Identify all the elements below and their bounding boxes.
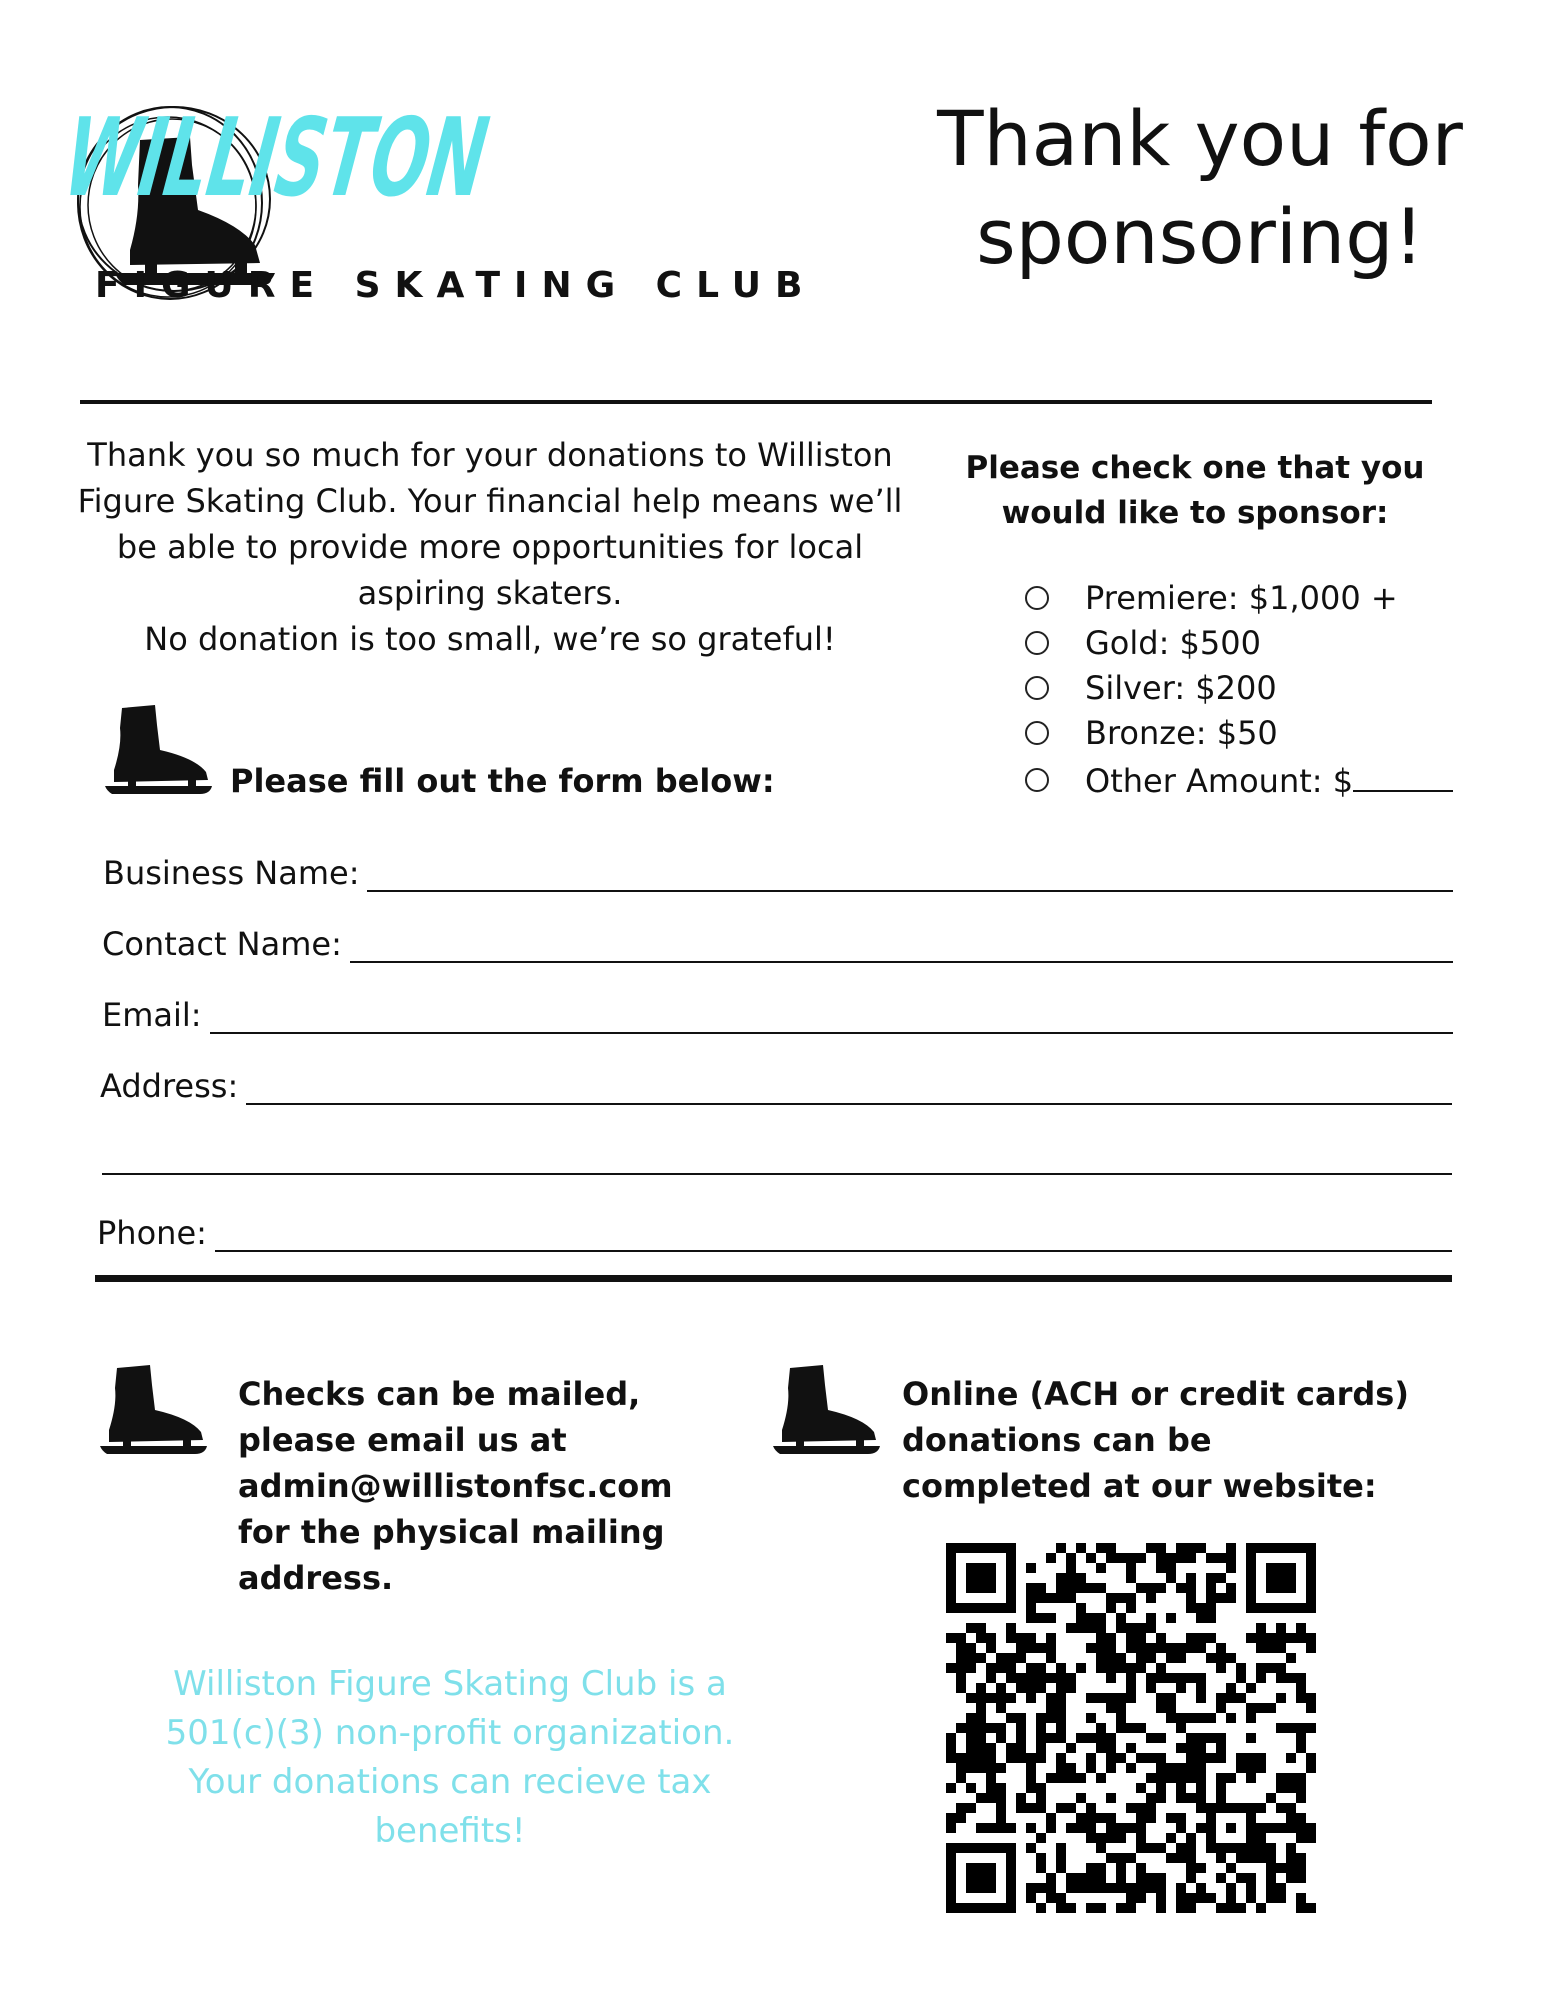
phone-field[interactable]	[97, 1208, 1452, 1252]
logo-script-text	[57, 94, 746, 221]
divider-bottom	[95, 1275, 1452, 1282]
ice-skate-icon	[100, 700, 215, 800]
divider-top	[80, 400, 1432, 404]
phone-input[interactable]	[215, 1220, 1452, 1252]
other-amount-blank[interactable]	[1353, 760, 1453, 792]
nonprofit-line: 501(c)(3) non-profit organization.	[165, 1713, 735, 1753]
field-label: Address:	[100, 1067, 239, 1105]
nonprofit-line: benefits!	[374, 1811, 526, 1851]
field-label: Business Name:	[103, 854, 360, 892]
business-name-field[interactable]	[103, 848, 1453, 892]
option-other-text: Other Amount: $	[1085, 762, 1354, 800]
radio-button[interactable]	[1025, 768, 1049, 792]
option-other[interactable]	[1025, 760, 1453, 800]
email-field[interactable]	[102, 990, 1453, 1034]
nonprofit-line: Your donations can recieve tax	[188, 1762, 712, 1802]
contact-name-field[interactable]	[102, 919, 1453, 963]
club-logo	[57, 94, 817, 325]
radio-button[interactable]	[1025, 721, 1049, 745]
online-line: completed at our website:	[902, 1467, 1377, 1505]
online-instructions	[902, 1371, 1462, 1509]
address-input[interactable]	[246, 1073, 1452, 1105]
option-label: Premiere: $1,000 +	[1085, 579, 1398, 617]
intro-line: aspiring skaters.	[357, 574, 623, 612]
mail-line: please email us at	[238, 1421, 567, 1459]
radio-button[interactable]	[1025, 631, 1049, 655]
address-field[interactable]	[100, 1061, 1452, 1105]
option-bronze[interactable]	[1025, 713, 1278, 753]
intro-line: Thank you so much for your donations to Williston	[87, 436, 893, 474]
intro-line: be able to provide more opportunities for local	[116, 528, 864, 566]
ice-skate-icon	[95, 1360, 210, 1460]
intro-text	[75, 432, 905, 662]
logo-wordmark: WILLISTON	[57, 94, 746, 221]
logo-subtitle: FIGURE SKATING CLUB	[95, 265, 817, 306]
option-label: Gold: $500	[1085, 624, 1261, 662]
mail-line: Checks can be mailed,	[238, 1375, 641, 1413]
field-label: Contact Name:	[102, 925, 342, 963]
qr-code-icon[interactable]	[946, 1543, 1316, 1913]
mail-line: address.	[238, 1559, 394, 1597]
online-line: Online (ACH or credit cards)	[902, 1375, 1409, 1413]
business-name-input[interactable]	[367, 860, 1453, 892]
email-link[interactable]: admin@willistonfsc.com	[238, 1467, 673, 1505]
ice-skate-icon	[768, 1360, 883, 1460]
option-label: Silver: $200	[1085, 669, 1277, 707]
mail-instructions	[238, 1371, 678, 1601]
option-label	[1085, 760, 1453, 800]
intro-line: Figure Skating Club. Your financial help means we’ll	[77, 482, 903, 520]
option-premiere[interactable]	[1025, 578, 1398, 618]
online-line: donations can be	[902, 1421, 1212, 1459]
intro-line: No donation is too small, we’re so grateful!	[144, 620, 836, 658]
sponsor-prompt	[960, 446, 1430, 536]
option-gold[interactable]	[1025, 623, 1261, 663]
email-input[interactable]	[210, 1002, 1453, 1034]
page-title: Thank you for sponsoring!	[937, 94, 1463, 281]
nonprofit-line: Williston Figure Skating Club is a	[173, 1664, 727, 1704]
field-label: Phone:	[97, 1214, 207, 1252]
sponsor-prompt-line: Please check one that you	[965, 450, 1425, 486]
radio-button[interactable]	[1025, 676, 1049, 700]
form-heading: Please fill out the form below:	[230, 762, 775, 800]
sponsor-prompt-line: would like to sponsor:	[1001, 495, 1389, 531]
option-label: Bronze: $50	[1085, 714, 1278, 752]
field-label: Email:	[102, 996, 202, 1034]
radio-button[interactable]	[1025, 586, 1049, 610]
address-line-2[interactable]	[102, 1173, 1452, 1175]
contact-name-input[interactable]	[350, 931, 1453, 963]
mail-line: for the physical mailing	[238, 1513, 665, 1551]
option-silver[interactable]	[1025, 668, 1277, 708]
nonprofit-note	[140, 1660, 760, 1856]
